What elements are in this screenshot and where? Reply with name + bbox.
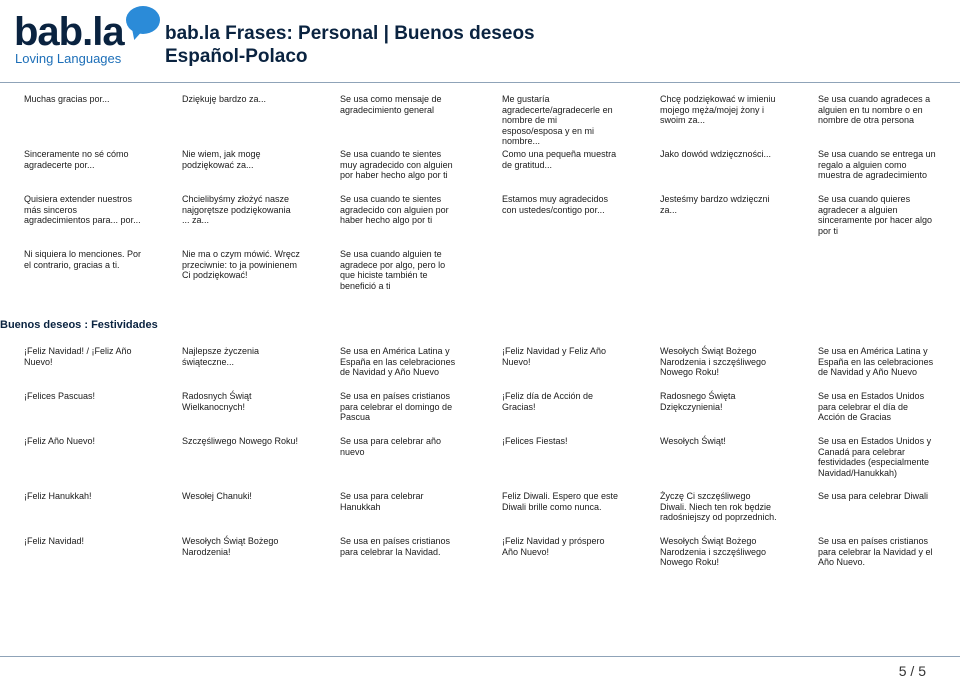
phrase-source: ¡Feliz Año Nuevo! [24,436,96,446]
phrase-translation: Szczęśliwego Nowego Roku! [182,436,299,446]
phrase-source: ¡Felices Fiestas! [502,436,568,446]
phrase-source: ¡Feliz Navidad! / ¡Feliz Año Nuevo! [24,346,132,367]
page-number: 5 / 5 [898,663,926,679]
phrase-usage: Se usa en Estados Unidos y Canadá para celebrar festividades (especialmente Navidad/Hanukkah) [818,436,932,478]
phrase-usage: Se usa para celebrar año nuevo [340,436,442,457]
logo-tagline: Loving Languages [15,51,122,66]
phrase-translation: Wesołych Świąt! [660,436,726,446]
phrase-translation: Wesołych Świąt Bożego Narodzenia i szczęśliwego Nowego Roku! [660,346,767,377]
phrase-usage: Se usa para celebrar Diwali [818,491,929,501]
page-header [0,0,960,80]
page-title [165,22,535,68]
phrase-usage: Se usa como mensaje de agradecimiento general [340,94,442,115]
phrase-translation: Dziękuję bardzo za... [182,94,267,104]
phrase-usage: Se usa cuando te sientes muy agradecido con alguien por haber hecho algo por ti [340,149,453,180]
phrase-translation: Radosnych Świąt Wielkanocnych! [182,391,252,412]
header-divider [0,82,960,83]
phrase-usage: Se usa cuando te sientes agradecido con alguien por haber hecho algo por ti [340,194,449,225]
phrase-usage: Se usa en Estados Unidos para celebrar el día de Acción de Gracias [818,391,925,422]
phrase-translation: Jesteśmy bardzo wdzięczni za... [660,194,770,215]
phrase-translation: Wesołych Świąt Bożego Narodzenia! [182,536,279,557]
phrase-translation: Najlepsze życzenia świąteczne... [182,346,260,367]
phrase-source: Feliz Diwali. Espero que este Diwali brille como nunca. [502,491,619,512]
phrase-source: ¡Feliz Navidad y Feliz Año Nuevo! [502,346,607,367]
phrase-usage: Se usa cuando quieres agradecer a alguien sinceramente por hacer algo por ti [818,194,933,236]
phrase-source: ¡Feliz Hanukkah! [24,491,92,501]
phrase-translation: Wesołych Świąt Bożego Narodzenia i szczęśliwego Nowego Roku! [660,536,767,567]
logo-wordmark: bab.la [14,10,124,54]
phrase-translation: Wesołej Chanuki! [182,491,252,501]
page-title-line2: Español-Polaco [165,46,308,67]
phrase-source: Me gustaría agradecerte/agradecerle en nombre de mi esposo/esposa y en mi nombre... [502,94,613,146]
phrase-source: ¡Feliz Navidad y próspero Año Nuevo! [502,536,605,557]
phrase-usage: Se usa en países cristianos para celebrar el domingo de Pascua [340,391,453,422]
phrase-translation: Chcielibyśmy złożyć nasze najgorętsze podziękowania ... za... [182,194,291,225]
phrase-source: Como una pequeña muestra de gratitud... [502,149,617,170]
phrase-source: Ni siquiera lo menciones. Por el contrario, gracias a ti. [24,249,142,270]
phrase-source: ¡Feliz Navidad! [24,536,85,546]
phrase-source: ¡Feliz día de Acción de Gracias! [502,391,594,412]
phrase-source: Sinceramente no sé cómo agradecerte por... [24,149,129,170]
phrase-source: ¡Felices Pascuas! [24,391,96,401]
speech-bubble-icon [126,6,160,34]
footer-divider [0,656,960,657]
phrase-source: Muchas gracias por... [24,94,110,104]
phrase-translation: Chcę podziękować w imieniu mojego męża/mojej żony i swoim za... [660,94,776,125]
phrase-source: Quisiera extender nuestros más sinceros agradecimientos para... por... [24,194,141,225]
phrase-usage: Se usa cuando agradeces a alguien en tu nombre o en nombre de otra persona [818,94,931,125]
phrase-usage: Se usa en países cristianos para celebrar la Navidad y el Año Nuevo. [818,536,933,567]
phrase-translation: Radosnego Święta Dziękczynienia! [660,391,736,412]
section-title: Buenos deseos : Festividades [0,319,158,331]
phrase-usage: Se usa cuando se entrega un regalo a alguien como muestra de agradecimiento [818,149,936,180]
phrase-usage: Se usa en América Latina y España en las celebraciones de Navidad y Año Nuevo [340,346,456,377]
page-title-line1: bab.la Frases: Personal | Buenos deseos [165,23,535,44]
phrase-translation: Nie ma o czym mówić. Wręcz przeciwnie: to ja powinienem Ci podziękować! [182,249,300,280]
phrase-usage: Se usa en América Latina y España en las celebraciones de Navidad y Año Nuevo [818,346,934,377]
phrase-usage: Se usa cuando alguien te agradece por algo, pero lo que hiciste también te benefició a ti [340,249,446,291]
phrase-translation: Życzę Ci szczęśliwego Diwali. Niech ten rok będzie radośniejszy od poprzednich. [660,491,777,522]
phrase-translation: Jako dowód wdzięczności... [660,149,772,159]
phrase-translation: Nie wiem, jak mogę podziękować za... [182,149,261,170]
babla-logo[interactable] [14,6,154,68]
phrase-usage: Se usa para celebrar Hanukkah [340,491,424,512]
phrase-usage: Se usa en países cristianos para celebrar la Navidad. [340,536,451,557]
phrase-source: Estamos muy agradecidos con ustedes/contigo por... [502,194,609,215]
